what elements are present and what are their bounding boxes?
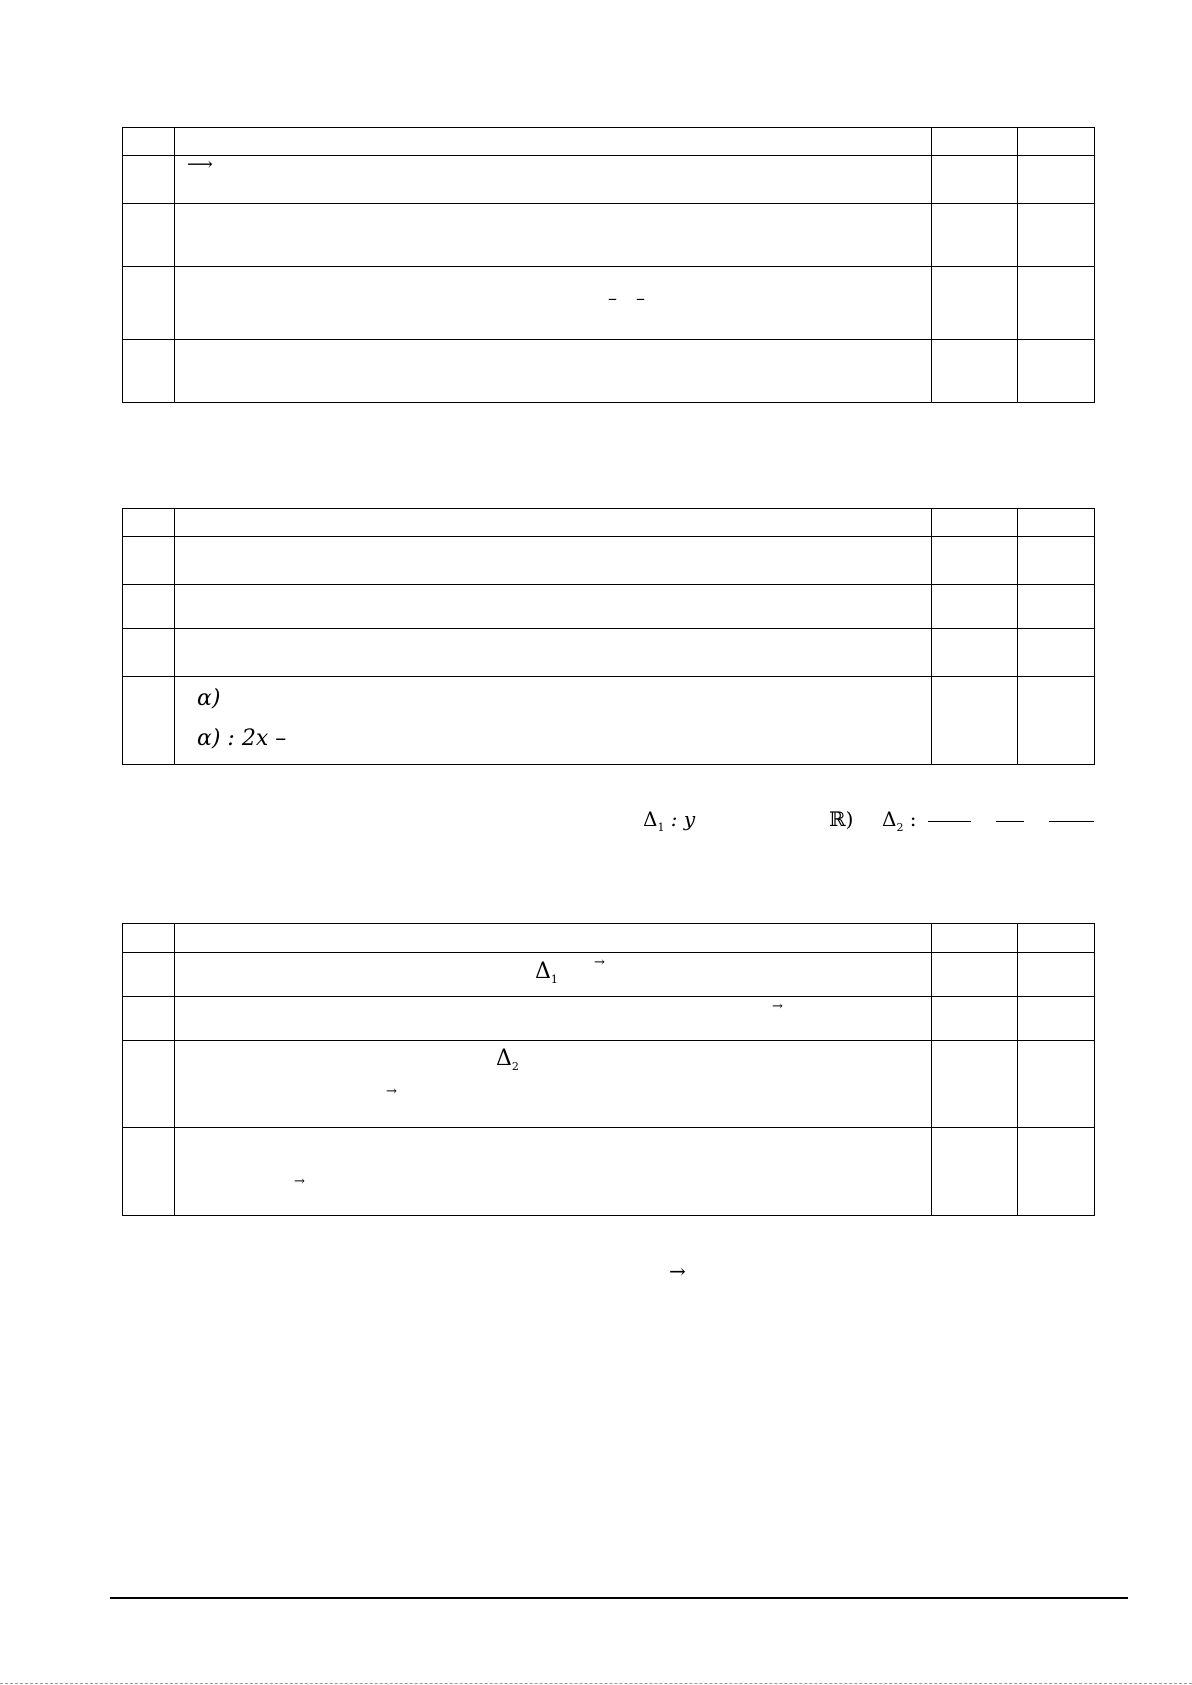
row-total-cell — [1018, 585, 1095, 629]
table-row — [123, 537, 1095, 585]
fraction-bar — [928, 821, 971, 822]
row-answer-cell — [175, 629, 932, 677]
row-answer-cell — [175, 997, 932, 1041]
row-total-cell — [1018, 156, 1095, 204]
vector-arrow: → — [594, 955, 605, 970]
table-header-row — [123, 924, 1095, 953]
row-score-cell — [932, 156, 1018, 204]
row-total-cell — [1018, 677, 1095, 765]
row-number-cell — [123, 340, 175, 403]
row-answer-cell — [175, 953, 932, 997]
row-answer-cell — [175, 1041, 932, 1128]
vector-arrow: → — [386, 1084, 397, 1099]
header-cell-answer — [175, 128, 932, 156]
row-answer-cell — [175, 204, 932, 267]
answer-table-3 — [122, 923, 1095, 1216]
row-score-cell — [932, 997, 1018, 1041]
row-number-cell — [123, 204, 175, 267]
vector-arrow: ⟶ — [187, 154, 213, 175]
fraction-bar: – — [636, 288, 645, 309]
row-answer-cell — [175, 585, 932, 629]
row-number-cell — [123, 953, 175, 997]
row-number-cell — [123, 585, 175, 629]
row-score-cell — [932, 537, 1018, 585]
header-cell-number — [123, 509, 175, 537]
alpha-plane-label: α) — [197, 686, 221, 711]
vector-arrow: → — [669, 1259, 686, 1283]
answer-table-1 — [122, 127, 1095, 403]
answer-table-2 — [122, 508, 1095, 765]
table-row — [123, 997, 1095, 1041]
row-score-cell — [932, 340, 1018, 403]
header-cell-score — [932, 509, 1018, 537]
row-number-cell — [123, 1128, 175, 1216]
row-score-cell — [932, 585, 1018, 629]
row-number-cell — [123, 677, 175, 765]
table-header-row — [123, 128, 1095, 156]
table-row — [123, 677, 1095, 765]
header-cell-total — [1018, 128, 1095, 156]
table-row — [123, 204, 1095, 267]
alpha-plane-equation: α) : 2x – — [197, 726, 287, 751]
row-score-cell — [932, 1041, 1018, 1128]
row-answer-cell — [175, 267, 932, 340]
row-total-cell — [1018, 1128, 1095, 1216]
table-row — [123, 340, 1095, 403]
fraction-bar — [1049, 821, 1094, 822]
row-number-cell — [123, 537, 175, 585]
line-delta-1: $\Delta_1$ : y — [643, 807, 696, 834]
row-answer-cell — [175, 677, 932, 765]
row-score-cell — [932, 629, 1018, 677]
fraction-bar: – — [608, 288, 617, 309]
row-answer-cell — [175, 1128, 932, 1216]
reals-symbol: ℝ) — [829, 807, 854, 831]
header-cell-total — [1018, 924, 1095, 953]
row-answer-cell — [175, 537, 932, 585]
row-number-cell — [123, 267, 175, 340]
row-number-cell — [123, 997, 175, 1041]
table-row — [123, 1128, 1095, 1216]
row-score-cell — [932, 677, 1018, 765]
vector-arrow: → — [772, 999, 783, 1014]
row-score-cell — [932, 267, 1018, 340]
table-row — [123, 629, 1095, 677]
row-score-cell — [932, 1128, 1018, 1216]
header-cell-score — [932, 924, 1018, 953]
page-bottom-edge — [0, 1683, 1192, 1684]
row-total-cell — [1018, 204, 1095, 267]
header-cell-total — [1018, 509, 1095, 537]
header-cell-number — [123, 924, 175, 953]
row-number-cell — [123, 156, 175, 204]
delta-1-symbol: $\Delta_1$ — [535, 959, 558, 986]
footer-rule — [110, 1597, 1128, 1599]
row-answer-cell — [175, 156, 932, 204]
row-score-cell — [932, 204, 1018, 267]
table-row — [123, 585, 1095, 629]
header-cell-answer — [175, 924, 932, 953]
row-answer-cell — [175, 340, 932, 403]
table-header-row — [123, 509, 1095, 537]
row-score-cell — [932, 953, 1018, 997]
row-total-cell — [1018, 340, 1095, 403]
fraction-bar — [996, 821, 1024, 822]
row-number-cell — [123, 1041, 175, 1128]
header-cell-score — [932, 128, 1018, 156]
table-row — [123, 267, 1095, 340]
vector-arrow: → — [294, 1174, 305, 1189]
row-total-cell — [1018, 629, 1095, 677]
row-total-cell — [1018, 537, 1095, 585]
header-cell-number — [123, 128, 175, 156]
row-total-cell — [1018, 267, 1095, 340]
row-total-cell — [1018, 1041, 1095, 1128]
table-row — [123, 1041, 1095, 1128]
header-cell-answer — [175, 509, 932, 537]
delta-2-symbol: $\Delta_2$ — [496, 1046, 519, 1073]
row-total-cell — [1018, 953, 1095, 997]
table-row — [123, 953, 1095, 997]
row-total-cell — [1018, 997, 1095, 1041]
row-number-cell — [123, 629, 175, 677]
table-row — [123, 156, 1095, 204]
line-delta-2: $\Delta_2$ : — [882, 807, 917, 834]
